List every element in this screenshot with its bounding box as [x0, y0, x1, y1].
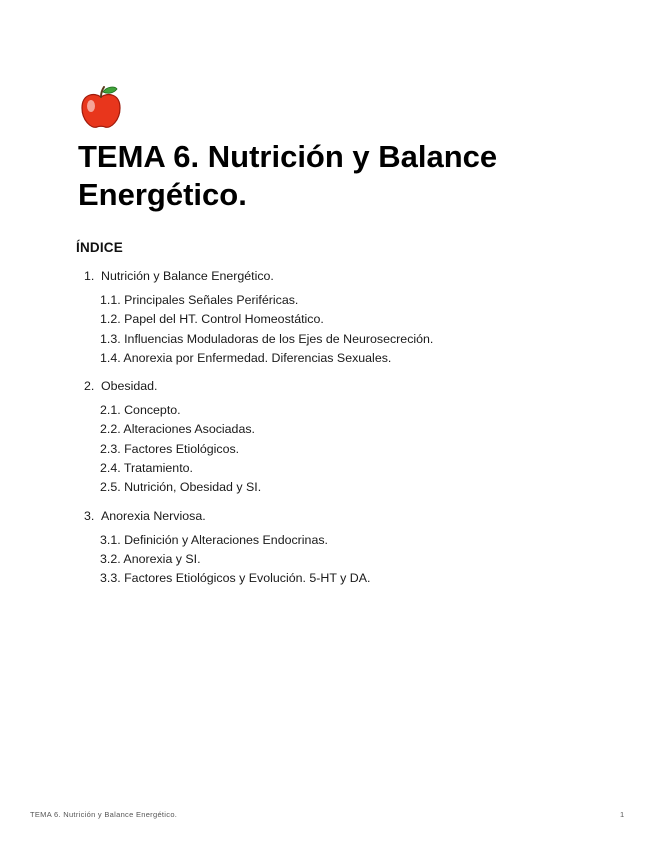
toc-section-number: 1. — [84, 269, 95, 283]
toc-subsection-item: 2.4. Tratamiento. — [100, 461, 193, 476]
toc-section-title — [84, 377, 624, 395]
toc-section — [84, 267, 624, 368]
toc-section-number: 2. — [84, 379, 95, 394]
toc-subsection-item: 2.2. Alteraciones Asociadas. — [100, 422, 255, 437]
toc-section-label: Obesidad. — [101, 379, 158, 394]
toc-subsection-list — [100, 531, 624, 589]
toc-subsection-item: 2.1. Concepto. — [100, 403, 181, 418]
toc-section-label: Anorexia Nerviosa. — [101, 508, 206, 523]
toc-subsection-item: 2.5. Nutrición, Obesidad y SI. — [100, 480, 262, 495]
toc-subsection-item: 1.2. Papel del HT. Control Homeostático. — [100, 312, 324, 327]
toc-subsection-item: 1.1. Principales Señales Periféricas. — [100, 293, 299, 307]
toc-section-label: Nutrición y Balance Energético. — [101, 269, 274, 283]
toc-subsection-item: 3.1. Definición y Alteraciones Endocrinas. — [100, 532, 328, 547]
toc-subsection-item: 1.3. Influencias Moduladoras de los Ejes de Neurosecreción. — [100, 331, 434, 346]
toc-subsection-list — [100, 291, 624, 368]
page-number: 1 — [620, 810, 625, 819]
toc-subsection-item: 3.2. Anorexia y SI. — [100, 551, 201, 566]
toc-section — [84, 507, 624, 589]
apple-icon — [78, 84, 124, 130]
toc-subsection-item: 1.4. Anorexia por Enfermedad. Diferencias Sexuales. — [100, 350, 392, 365]
footer-title: TEMA 6. Nutrición y Balance Energético. — [30, 810, 178, 819]
index-heading: ÍNDICE — [76, 240, 123, 255]
toc-section-number: 3. — [84, 508, 95, 523]
toc-subsection-item: 2.3. Factores Etiológicos. — [100, 441, 240, 456]
toc-section-title — [84, 267, 624, 285]
toc-subsection-item: 3.3. Factores Etiológicos y Evolución. 5-HT y DA. — [100, 571, 371, 586]
toc-section-title — [84, 507, 624, 525]
document-title: TEMA 6. Nutrición y Balance Energético. — [78, 139, 498, 212]
toc-subsection-list — [100, 401, 624, 497]
toc-section — [84, 377, 624, 497]
table-of-contents — [84, 267, 624, 598]
